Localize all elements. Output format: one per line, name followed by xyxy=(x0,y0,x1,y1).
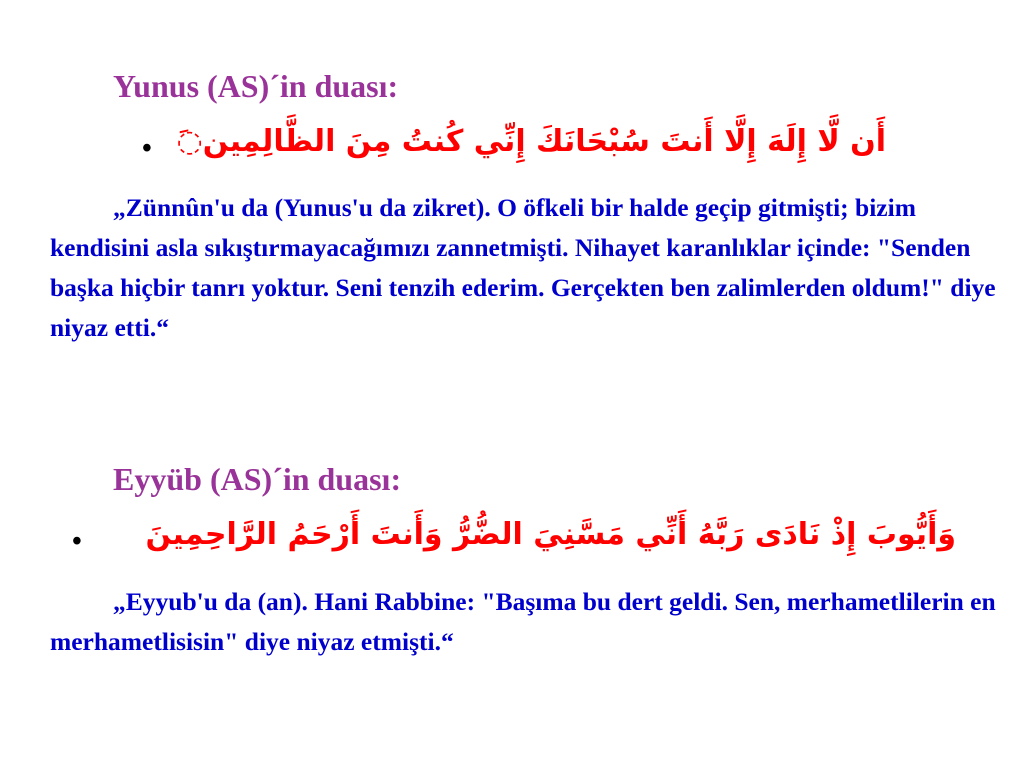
yunus-arabic-verse: أَن لَّا إِلَهَ إِلَّا أَنتَ سُبْحَانَكَ إِنِّي كُنتُ مِنَ الظَّالِمِين◌َ xyxy=(176,124,886,159)
eyyub-heading: Eyyüb (AS)´in duası: xyxy=(113,461,402,497)
yunus-heading: Yunus (AS)´in duası: xyxy=(113,68,399,104)
eyyub-bullet: • xyxy=(72,526,82,557)
yunus-bullet: • xyxy=(142,133,152,164)
eyyub-arabic-verse: وَأَيُّوبَ إِذْ نَادَى رَبَّهُ أَنِّي مَسَّنِيَ الضُّرُّ وَأَنتَ أَرْحَمُ الرَّاحِمِينَ xyxy=(145,517,956,552)
yunus-translation: „Zünnûn'u da (Yunus'u da zikret). O öfkeli bir halde geçip gitmişti; bizim kendisini asla sıkıştırmayacağımızı zannetmişti. Nihayet karanlıklar içinde: "Senden başka hiçbir tanrı yoktur. Seni tenzih ederim. Gerçekten ben zalimlerden oldum!" diye niyaz etti.“ xyxy=(50,193,996,342)
eyyub-translation: „Eyyub'u da (an). Hani Rabbine: "Başıma bu dert geldi. Sen, merhametlilerin en merhametlisisin" diye niyaz etmişti.“ xyxy=(50,587,996,656)
